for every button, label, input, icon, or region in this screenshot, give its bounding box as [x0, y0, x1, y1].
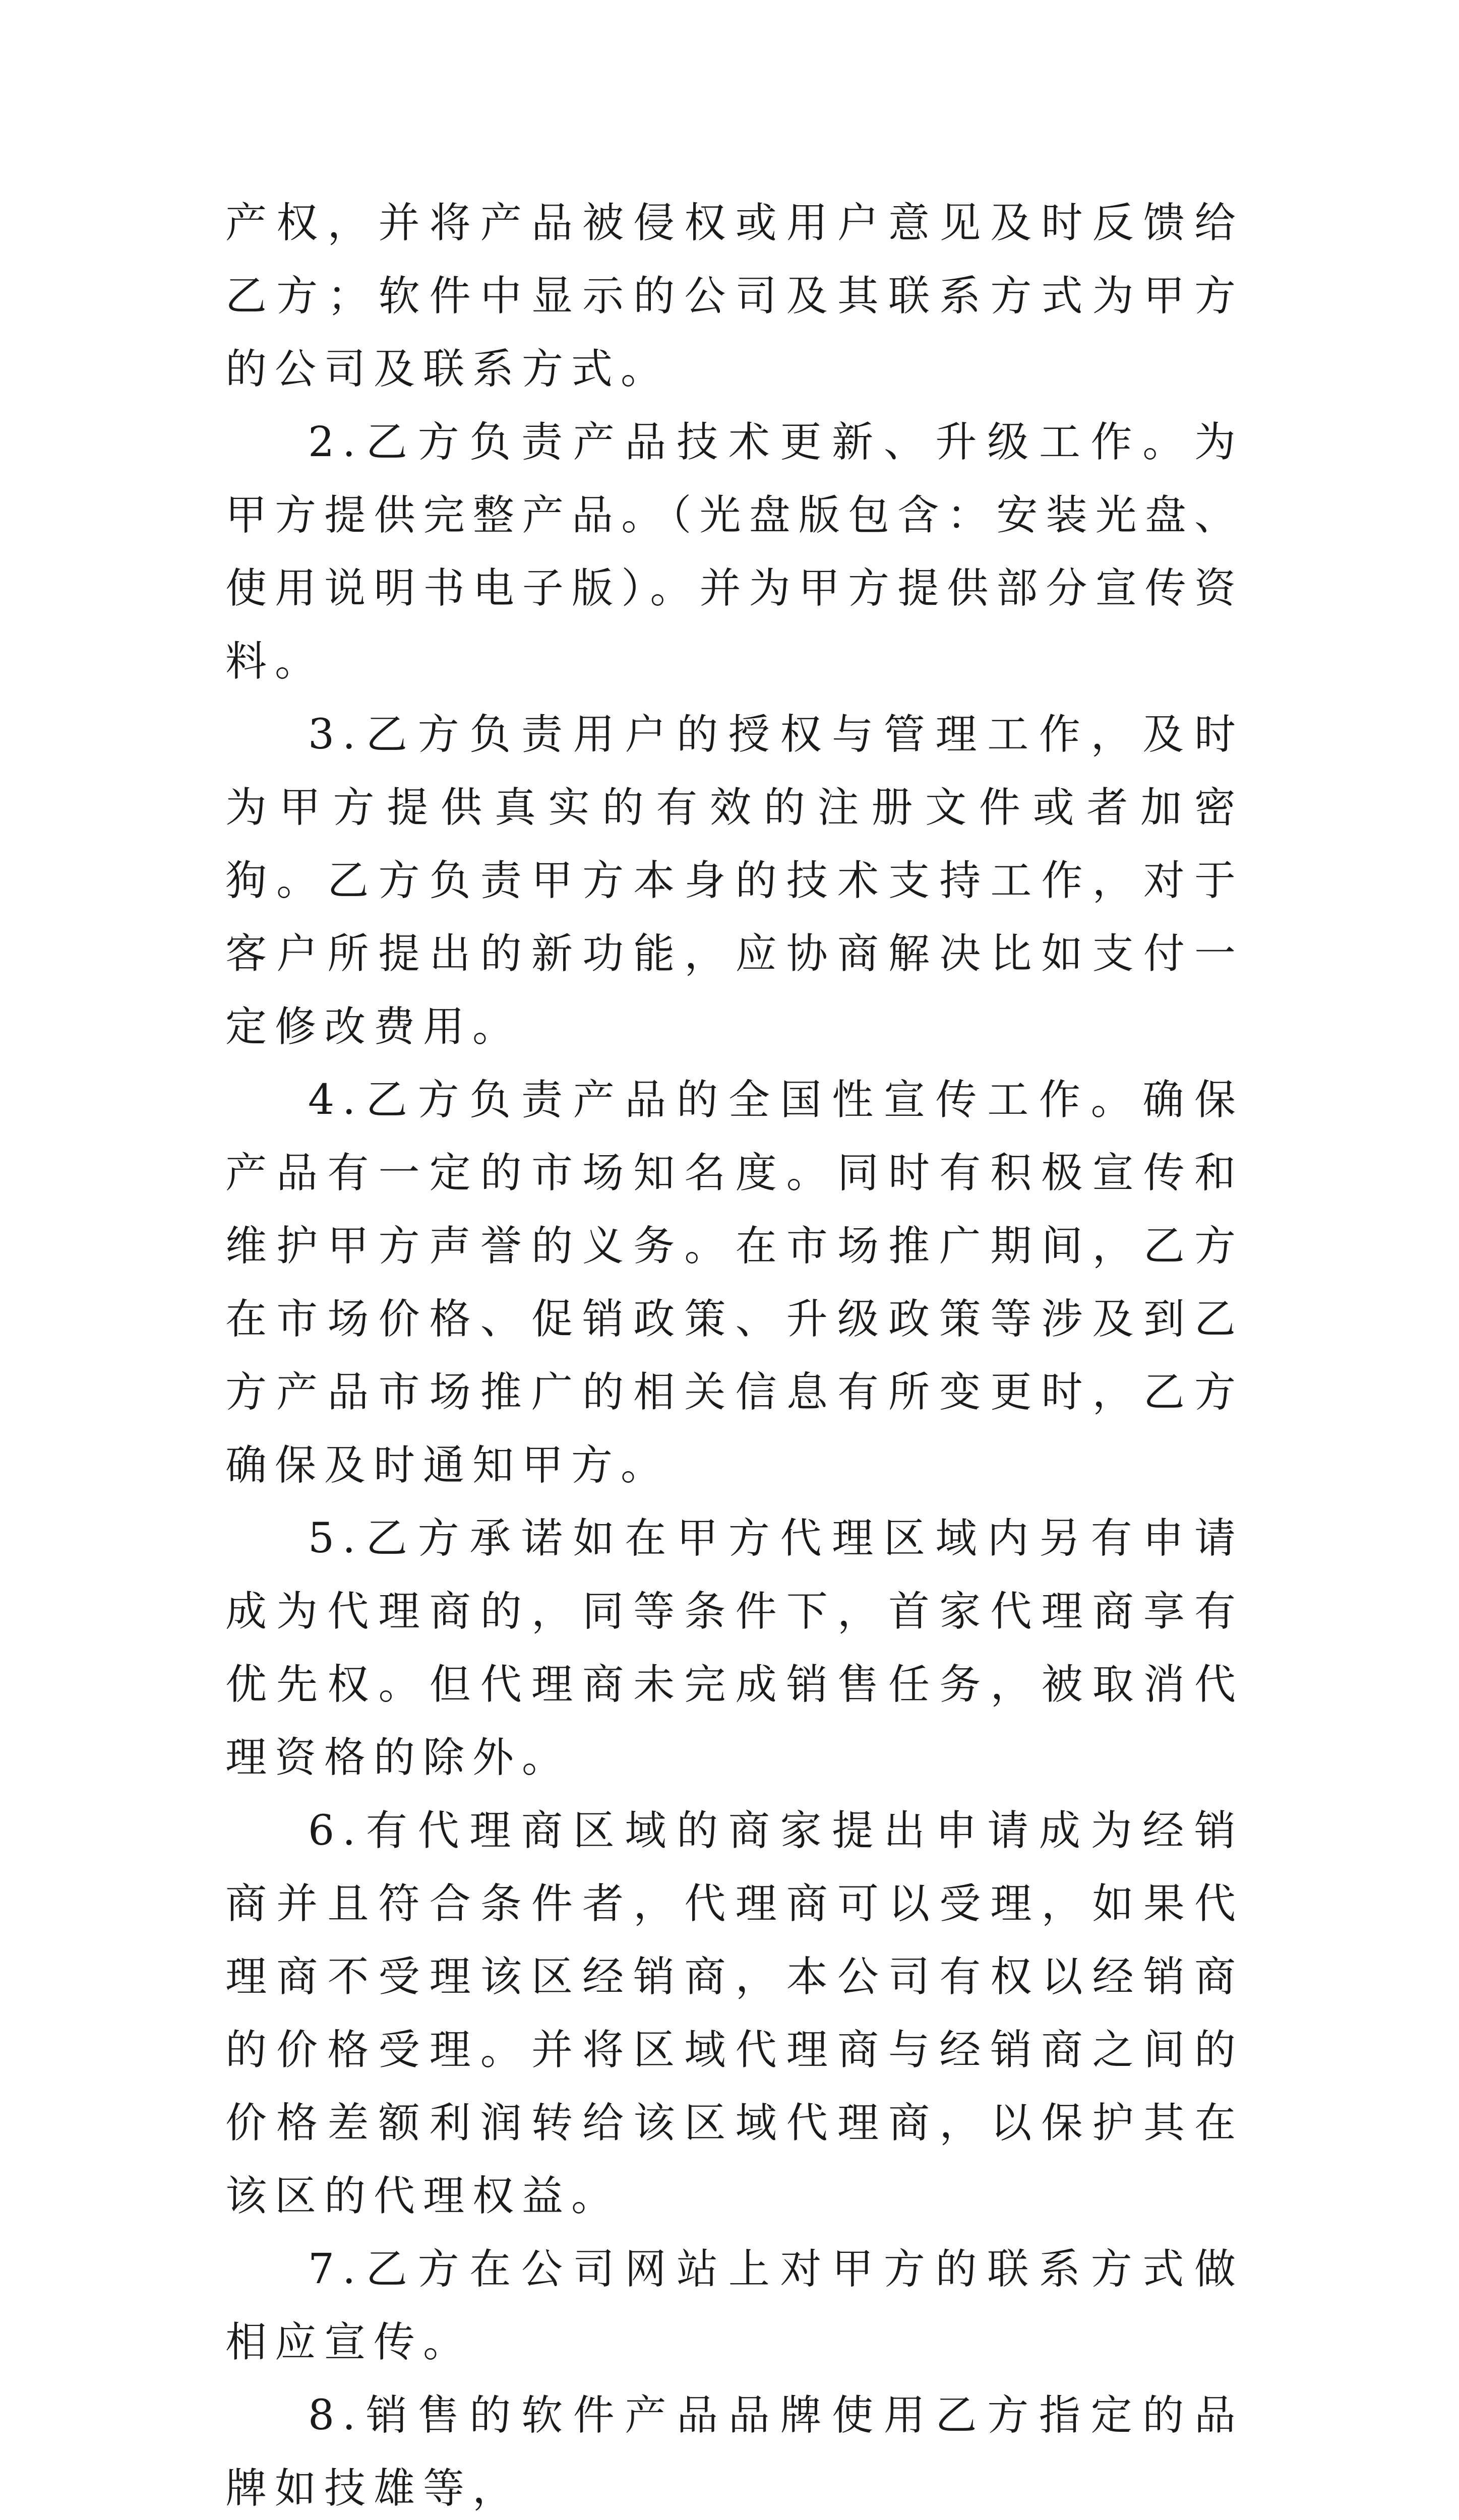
- paragraph-clause-7: 7.乙方在公司网站上对甲方的联系方式做相应宣传。: [225, 2245, 1244, 2366]
- paragraph-clause-3: 3.乙方负责用户的授权与管理工作，及时为甲方提供真实的有效的注册文件或者加密狗。乙方负责甲方本身的技术支持工作，对于客户所提出的新功能，应协商解决比如支付一定修改费用。: [225, 711, 1244, 1051]
- paragraph-clause-6: 6.有代理商区域的商家提出申请成为经销商并且符合条件者，代理商可以受理，如果代理商不受理该区经销商，本公司有权以经销商的价格受理。并将区域代理商与经销商之间的价格差额利润转给该区域代理商，以保护其在该区的代理权益。: [225, 1807, 1244, 2220]
- paragraph-continuation: 产权，并将产品被侵权或用户意见及时反馈给乙方；软件中显示的公司及其联系方式为甲方的公司及联系方式。: [225, 199, 1244, 393]
- paragraph-clause-5: 5.乙方承诺如在甲方代理区域内另有申请成为代理商的，同等条件下，首家代理商享有优先权。但代理商未完成销售任务，被取消代理资格的除外。: [225, 1515, 1244, 1782]
- paragraph-clause-2: 2.乙方负责产品技术更新、升级工作。为甲方提供完整产品。（光盘版包含：安装光盘、使用说明书电子版）。并为甲方提供部分宣传资料。: [225, 418, 1244, 685]
- document-body: [225, 186, 1244, 2520]
- paragraph-clause-4: 4.乙方负责产品的全国性宣传工作。确保产品有一定的市场知名度。同时有积极宣传和维护甲方声誉的义务。在市场推广期间，乙方在市场价格、促销政策、升级政策等涉及到乙方产品市场推广的相关信息有所变更时，乙方确保及时通知甲方。: [225, 1076, 1244, 1489]
- paragraph-clause-8: 8.销售的软件产品品牌使用乙方指定的品牌如技雄等，: [225, 2391, 1244, 2512]
